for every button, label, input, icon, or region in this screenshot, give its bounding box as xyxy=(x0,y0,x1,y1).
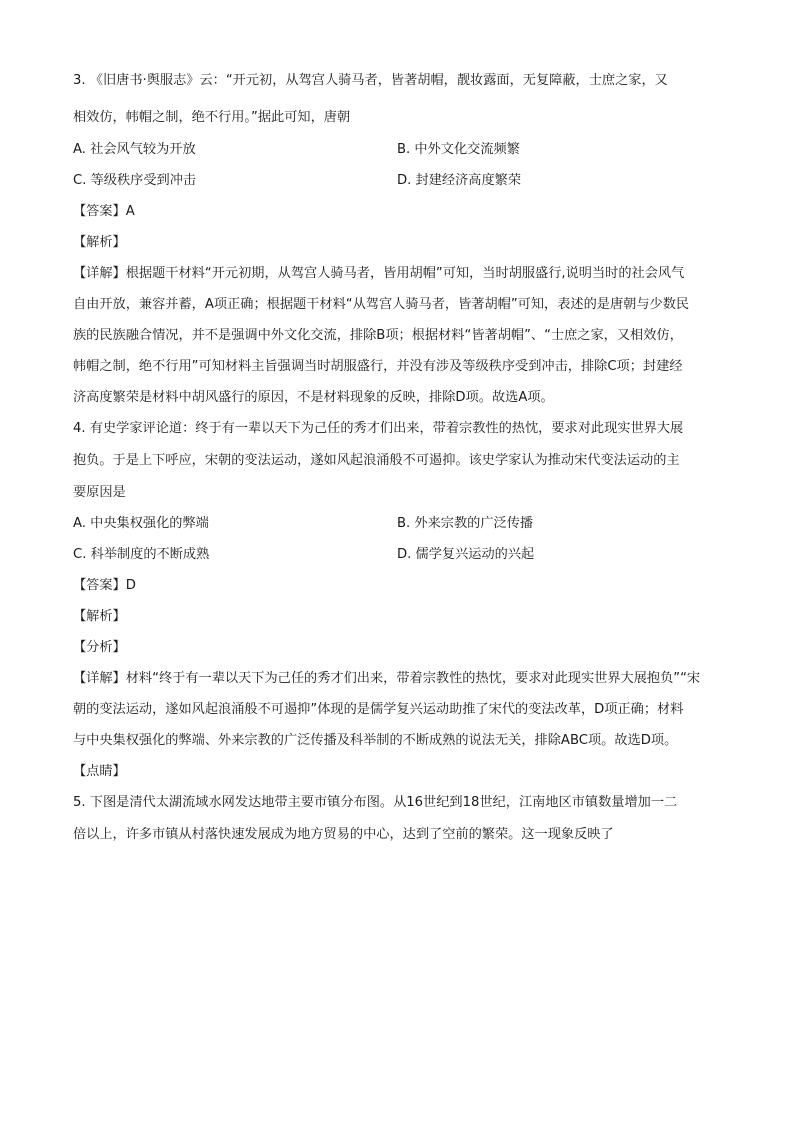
q3-detail-line2: 自由开放，兼容并蓄，A项正确；根据题干材料“从驾宫人骑马者，皆著胡帽”可知，表述的是唐朝与少数民 xyxy=(73,297,690,312)
q4-detail-line3: 与中央集权强化的弊端、外来宗教的广泛传播及科举制的不断成熟的说法无关，排除ABC项。故选D项。 xyxy=(73,733,678,748)
q3-analysis-label: 【解析】 xyxy=(73,235,126,250)
q3-stem-line2: 相效仿，帏帽之制，绝不行用。”据此可知，唐朝 xyxy=(73,110,351,125)
q3-detail-line4: 帏帽之制，绝不行用”可知材料主旨强调当时胡服盛行，并没有涉及等级秩序受到冲击，排除C项；封建经 xyxy=(73,359,683,374)
q4-option-b: B. 外来宗教的广泛传播 xyxy=(397,516,534,531)
q4-detail-line2: 朝的变法运动，遂如风起浪涌般不可遏抑”体现的是儒学复兴运动助推了宋代的变法改革，D项正确；材料 xyxy=(73,702,684,717)
q4-analysis-label: 【解析】 xyxy=(73,609,126,624)
q3-option-b: B. 中外文化交流频繁 xyxy=(397,142,520,157)
q4-fenxi-label: 【分析】 xyxy=(73,640,126,655)
q3-option-d: D. 封建经济高度繁荣 xyxy=(397,173,522,188)
q3-answer: 【答案】A xyxy=(73,204,135,219)
q3-option-a: A. 社会风气较为开放 xyxy=(73,142,196,157)
q3-detail-line3: 族的民族融合情况，并不是强调中外文化交流，排除B项；根据材料“皆著胡帽”、“士庶之家，又相效仿， xyxy=(73,328,683,343)
q3-detail-line5: 济高度繁荣是材料中胡风盛行的原因，不是材料现象的反映，排除D项。故选A项。 xyxy=(73,390,554,405)
q4-stem-line1: 4. 有史学家评论道：终于有一辈以天下为己任的秀才们出来，带着宗教性的热忱，要求对此现实世界大展 xyxy=(73,421,684,436)
q4-stem-line3: 要原因是 xyxy=(73,485,126,500)
q3-detail-line1: 【详解】根据题干材料“开元初期，从驾宫人骑马者，皆用胡帽”可知，当时胡服盛行,说明当时的社会风气 xyxy=(73,266,685,281)
q4-option-a: A. 中央集权强化的弊端 xyxy=(73,516,209,531)
q4-detail-line1: 【详解】材料“终于有一辈以天下为己任的秀才们出来，带着宗教性的热忱，要求对此现实世界大展抱负”“宋 xyxy=(73,671,701,686)
q4-dianjing-label: 【点睛】 xyxy=(73,764,126,779)
q4-option-d: D. 儒学复兴运动的兴起 xyxy=(397,547,535,562)
q3-stem-line1: 3. 《旧唐书·舆服志》云：“开元初，从驾宫人骑马者，皆著胡帽，靓妆露面，无复障蔽，士庶之家，又 xyxy=(73,73,668,88)
q4-answer: 【答案】D xyxy=(73,578,136,593)
q3-option-c: C. 等级秩序受到冲击 xyxy=(73,173,197,188)
q5-stem-line2: 倍以上，许多市镇从村落快速发展成为地方贸易的中心，达到了空前的繁荣。这一现象反映了 xyxy=(73,827,614,842)
q4-stem-line2: 抱负。于是上下呼应，宋朝的变法运动，遂如风起浪涌般不可遏抑。该史学家认为推动宋代变法运动的主 xyxy=(73,453,680,468)
q4-option-c: C. 科举制度的不断成熟 xyxy=(73,547,210,562)
q5-stem-line1: 5. 下图是清代太湖流域水网发达地带主要市镇分布图。从16世纪到18世纪，江南地区市镇数量增加一二 xyxy=(73,795,678,810)
